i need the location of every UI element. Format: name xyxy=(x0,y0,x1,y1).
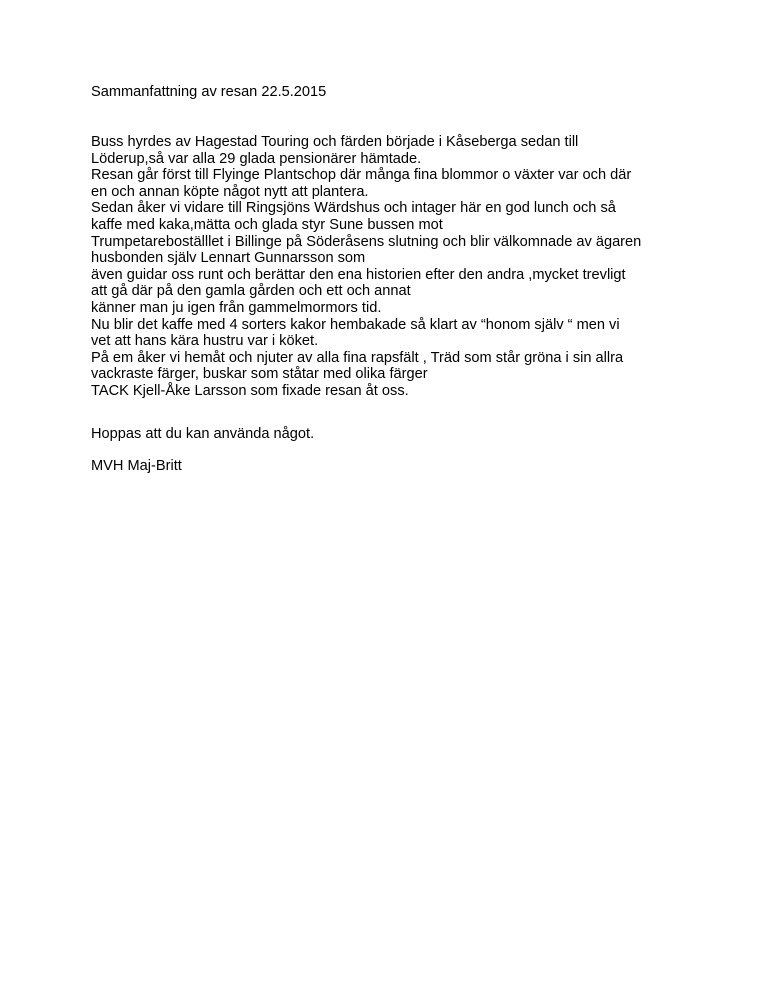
body-line: Trumpetareboställlet i Billinge på Söderåsens slutning och blir välkomnade av ägaren xyxy=(91,233,642,250)
closing-block xyxy=(91,426,731,443)
body-line: På em åker vi hemåt och njuter av alla fina rapsfält , Träd som står gröna i sin allra xyxy=(91,349,624,366)
body-line: kaffe med kaka,mätta och glada styr Sune bussen mot xyxy=(91,216,443,233)
body-line: Resan går först till Flyinge Plantschop där många fina blommor o växter var och där xyxy=(91,167,632,184)
body-line: känner man ju igen från gammelmormors tid. xyxy=(91,299,382,316)
body-line: vackraste färger, buskar som ståtar med olika färger xyxy=(91,366,428,383)
document-body xyxy=(91,134,731,400)
body-line: husbonden själv Lennart Gunnarsson som xyxy=(91,250,366,267)
body-line: TACK Kjell-Åke Larsson som fixade resan åt oss. xyxy=(91,382,409,399)
body-line: Sedan åker vi vidare till Ringsjöns Wärdshus och intager här en god lunch och så xyxy=(91,200,616,217)
document-title: Sammanfattning av resan 22.5.2015 xyxy=(91,84,327,100)
body-line: Löderup,så var alla 29 glada pensionärer hämtade. xyxy=(91,150,422,167)
body-line: Nu blir det kaffe med 4 sorters kakor hembakade så klart av “honom själv “ men vi xyxy=(91,316,620,333)
body-line: att gå där på den gamla gården och ett och annat xyxy=(91,283,411,300)
body-line: en och annan köpte något nytt att plantera. xyxy=(91,183,369,200)
body-line: Buss hyrdes av Hagestad Touring och färden började i Kåseberga sedan till xyxy=(91,134,579,150)
signature-text: MVH Maj-Britt xyxy=(91,458,182,474)
closing-text: Hoppas att du kan använda något. xyxy=(91,426,315,442)
document-title-block xyxy=(91,84,731,101)
signature-block xyxy=(91,458,731,475)
body-line: även guidar oss runt och berättar den ena historien efter den andra ,mycket trevligt xyxy=(91,266,626,283)
body-line: vet att hans kära hustru var i köket. xyxy=(91,333,319,350)
